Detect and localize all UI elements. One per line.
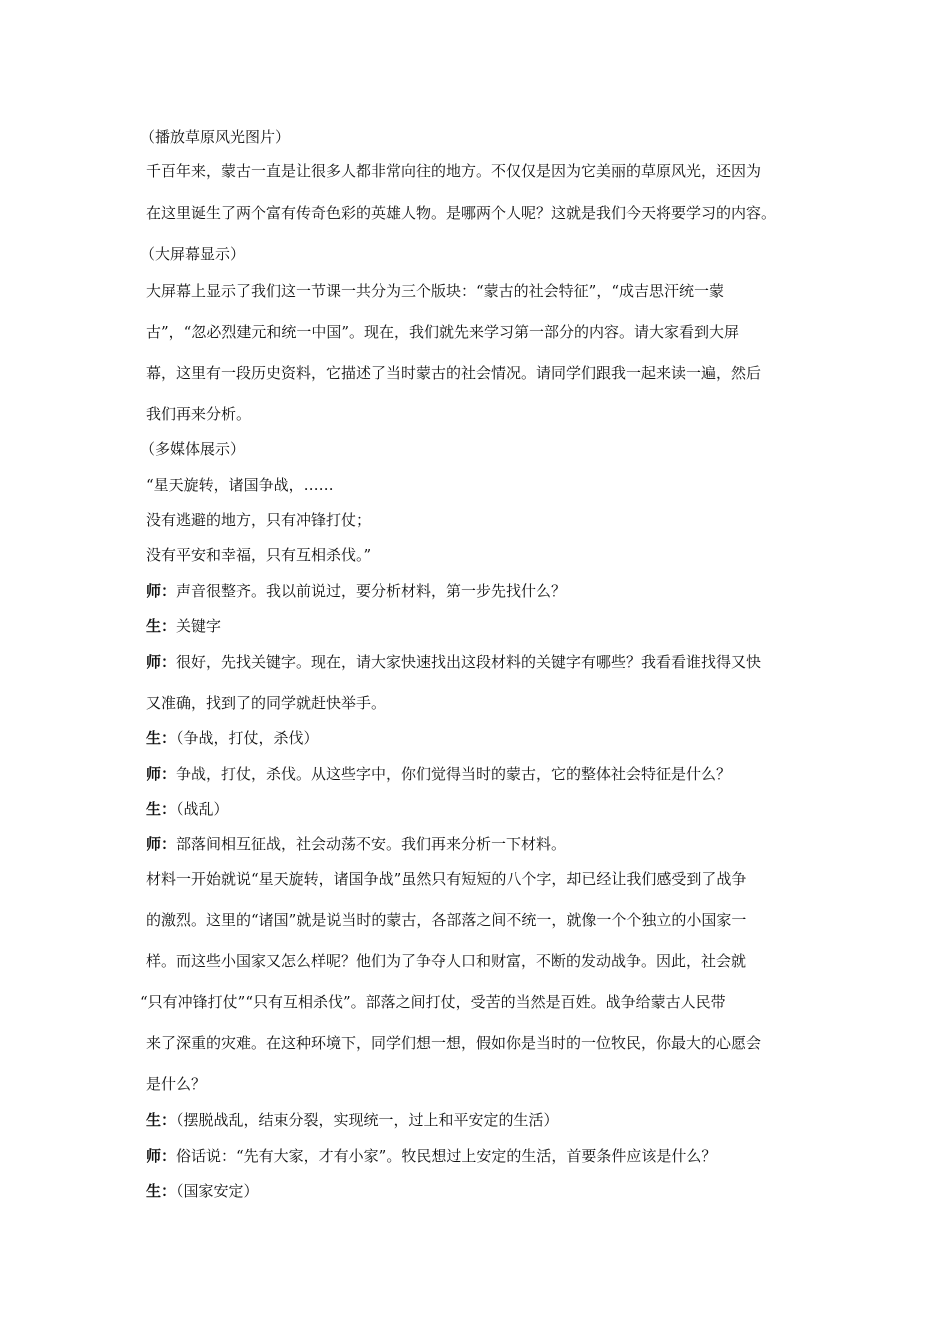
- dialogue-line: [146, 764, 731, 784]
- line-text: 关键字: [176, 617, 222, 635]
- line-text: （国家安定）: [176, 1182, 259, 1200]
- dialogue-line: [146, 799, 229, 819]
- quote-line: [146, 475, 334, 495]
- text-line: [146, 363, 761, 383]
- text-line: [146, 951, 746, 971]
- quote-line: [146, 510, 371, 530]
- speaker-label: 生：: [146, 1182, 177, 1200]
- line-text: 在这里诞生了两个富有传奇色彩的英雄人物。是哪两个人呢？这就是我们今天将要学习的内容。: [146, 204, 777, 222]
- speaker-label: 师：: [146, 1147, 177, 1165]
- line-text: 来了深重的灾难。在这种环境下，同学们想一想，假如你是当时的一位牧民，你最大的心愿会: [146, 1034, 762, 1052]
- dialogue-line: [146, 581, 566, 601]
- line-text: （摆脱战乱，结束分裂，实现统一，过上和平安定的生活）: [176, 1111, 559, 1129]
- line-text: （大屏幕显示）: [140, 245, 246, 263]
- line-text: 声音很整齐。我以前说过，要分析材料，第一步先找什么？: [176, 582, 567, 600]
- dialogue-line: [146, 652, 761, 672]
- speaker-label: 生：: [146, 729, 177, 747]
- text-line: [146, 1074, 206, 1094]
- speaker-label: 生：: [146, 1111, 177, 1129]
- line-text: 很好，先找关键字。现在，请大家快速找出这段材料的关键字有哪些？我看看谁找得又快: [176, 653, 762, 671]
- speaker-label: 师：: [146, 765, 177, 783]
- line-text: 幕，这里有一段历史资料，它描述了当时蒙古的社会情况。请同学们跟我一起来读一遍，然后: [146, 364, 762, 382]
- line-text: 样。而这些小国家又怎么样呢？他们为了争夺人口和财富，不断的发动战争。因此，社会就: [146, 952, 747, 970]
- line-text: 又准确，找到了的同学就赶快举手。: [146, 694, 387, 712]
- text-line: [146, 869, 746, 889]
- dialogue-line: [146, 1146, 716, 1166]
- text-line: [146, 693, 386, 713]
- line-text: 材料一开始就说“星天旋转，诸国争战”虽然只有短短的八个字，却已经让我们感受到了战争: [146, 870, 747, 888]
- line-text: 千百年来，蒙古一直是让很多人都非常向往的地方。不仅仅是因为它美丽的草原风光，还因为: [146, 162, 762, 180]
- text-line: [146, 281, 724, 301]
- dialogue-line: [146, 728, 319, 748]
- speaker-label: 生：: [146, 800, 177, 818]
- text-line: [146, 404, 251, 424]
- line-text: 是什么？: [146, 1075, 207, 1093]
- line-text: “只有冲锋打仗”“只有互相杀伐”。部落之间打仗，受苦的当然是百姓。战争给蒙古人民带: [140, 993, 726, 1011]
- line-text: 我们再来分析。: [146, 405, 252, 423]
- speaker-label: 师：: [146, 653, 177, 671]
- text-line: [146, 1033, 761, 1053]
- text-line: [140, 992, 726, 1012]
- text-line: [140, 127, 290, 147]
- dialogue-line: [146, 1110, 559, 1130]
- text-line: [140, 244, 245, 264]
- line-text: 没有平安和幸福，只有互相杀伐。”: [146, 546, 372, 564]
- line-text: 俗话说：“先有大家，才有小家”。牧民想过上安定的生活，首要条件应该是什么？: [176, 1147, 717, 1165]
- line-text: 没有逃避的地方，只有冲锋打仗；: [146, 511, 372, 529]
- line-text: （战乱）: [176, 800, 229, 818]
- text-line: [146, 161, 761, 181]
- text-line: [140, 439, 245, 459]
- speaker-label: 师：: [146, 835, 177, 853]
- dialogue-line: [146, 1181, 259, 1201]
- line-text: 古”，“忽必烈建元和统一中国”。现在，我们就先来学习第一部分的内容。请大家看到大屏: [146, 323, 740, 341]
- speaker-label: 师：: [146, 582, 177, 600]
- text-line: [146, 910, 746, 930]
- text-line: [146, 322, 739, 342]
- text-line: [146, 203, 776, 223]
- speaker-label: 生：: [146, 617, 177, 635]
- dialogue-line: [146, 834, 566, 854]
- quote-line: [146, 545, 371, 565]
- line-text: （播放草原风光图片）: [140, 128, 291, 146]
- line-text: 部落间相互征战，社会动荡不安。我们再来分析一下材料。: [176, 835, 567, 853]
- dialogue-line: [146, 616, 221, 636]
- line-text: （争战，打仗，杀伐）: [176, 729, 319, 747]
- line-text: “星天旋转，诸国争战，……: [146, 476, 334, 494]
- line-text: （多媒体展示）: [140, 440, 246, 458]
- line-text: 的激烈。这里的“诸国”就是说当时的蒙古，各部落之间不统一，就像一个个独立的小国家一: [146, 911, 747, 929]
- line-text: 大屏幕上显示了我们这一节课一共分为三个版块：“蒙古的社会特征”，“成吉思汗统一蒙: [146, 282, 725, 300]
- line-text: 争战，打仗，杀伐。从这些字中，你们觉得当时的蒙古，它的整体社会特征是什么？: [176, 765, 732, 783]
